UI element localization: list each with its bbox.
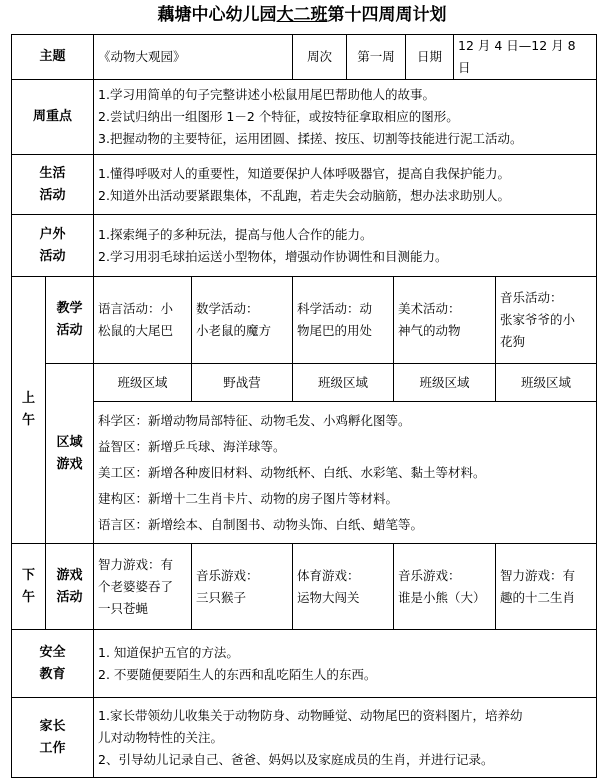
focus-item: 3.把握动物的主要特征，运用团圆、揉搓、按压、切割等技能进行泥工活动。 [98,131,523,146]
focus-label: 周重点 [12,80,94,155]
game-cell: 体育游戏： 运物大闯关 [293,544,394,630]
life-content [94,155,597,215]
focus-item: 1.学习用简单的句子完整讲述小松鼠用尾巴帮助他人的故事。 [98,87,435,102]
parents-item: 2、引导幼儿记录自己、爸爸、妈妈以及家庭成员的生肖，并进行记录。 [98,751,494,767]
teaching-label: 教学 活动 [46,277,94,364]
outdoor-label: 户外 活动 [12,215,94,277]
weekly-plan-table [11,34,597,778]
focus-item: 2.尝试归纳出一组图形 1－2 个特征，或按特征拿取相应的图形。 [98,109,459,124]
theme-value: 《动物大观园》 [94,35,293,80]
game-label: 游戏 活动 [46,544,94,630]
page-title [0,2,604,28]
parents-item: 1.家长带领幼儿收集关于动物防身、动物睡觉、动物尾巴的资料图片，培养幼 [98,707,523,723]
game-cell: 智力游戏：有 个老婆婆吞了 一只苍蝇 [94,544,192,630]
game-cell: 智力游戏：有 趣的十二生肖 [496,544,597,630]
area-item: 语言区：新增绘本、自制图书、动物头饰、白纸、蜡笔等。 [98,516,424,532]
outdoor-item: 1.探索绳子的多种玩法，提高与他人合作的能力。 [98,226,373,242]
safety-content [94,630,597,698]
game-cell: 音乐游戏： 三只猴子 [192,544,293,630]
parents-label: 家长 工作 [12,698,94,778]
parents-content [94,698,597,778]
teaching-cell-art: 美术活动： 神气的动物 [394,277,496,364]
area-cell: 班级区域 [496,364,597,402]
life-item: 2.知道外出活动要紧跟集体，不乱跑，若走失会动脑筋，想办法求助别人。 [98,187,510,203]
teaching-cell-music: 音乐活动： 张家爷爷的小 花狗 [496,277,597,364]
outdoor-content [94,215,597,277]
focus-content [94,80,597,155]
afternoon-label: 下 午 [12,544,46,630]
morning-label: 上 午 [12,277,46,544]
area-label: 区域 游戏 [46,364,94,544]
date-value: 12 月 4 日—12 月 8 日 [454,35,597,80]
title-suffix: 第十四周周计划 [327,5,447,25]
life-item: 1.懂得呼吸对人的重要性，知道要保护人体呼吸器官，提高自我保护能力。 [98,165,510,181]
area-cell: 班级区域 [94,364,192,402]
theme-label: 主题 [12,35,94,80]
teaching-cell-science: 科学活动：动 物尾巴的用处 [293,277,394,364]
date-label: 日期 [406,35,454,80]
life-label: 生活 活动 [12,155,94,215]
area-item: 益智区：新增乒乓球、海洋球等。 [98,438,286,454]
game-cell: 音乐游戏： 谁是小熊（大） [394,544,496,630]
area-item: 美工区：新增各种废旧材料、动物纸杯、白纸、水彩笔、黏土等材料。 [98,464,486,480]
title-prefix: 藕塘中心幼儿园 [157,5,277,25]
area-cell: 班级区域 [394,364,496,402]
safety-item: 2. 不要随便要陌生人的东西和乱吃陌生人的东西。 [98,666,377,682]
title-class: 大二班 [276,5,328,25]
area-item: 科学区：新增动物局部特征、动物毛发、小鸡孵化图等。 [98,412,411,428]
safety-label: 安全 教育 [12,630,94,698]
teaching-cell-language: 语言活动：小 松鼠的大尾巴 [94,277,192,364]
week-label: 周次 [293,35,347,80]
area-cell: 班级区域 [293,364,394,402]
area-item: 建构区：新增十二生肖卡片、动物的房子图片等材料。 [98,490,399,506]
safety-item: 1. 知道保护五官的方法。 [98,644,239,660]
week-value: 第一周 [347,35,406,80]
area-cell: 野战营 [192,364,293,402]
teaching-cell-math: 数学活动： 小老鼠的魔方 [192,277,293,364]
outdoor-item: 2.学习用羽毛球拍运送小型物体，增强动作协调性和目测能力。 [98,248,448,264]
area-content [94,402,597,544]
parents-item: 儿对动物特性的关注。 [98,729,224,745]
